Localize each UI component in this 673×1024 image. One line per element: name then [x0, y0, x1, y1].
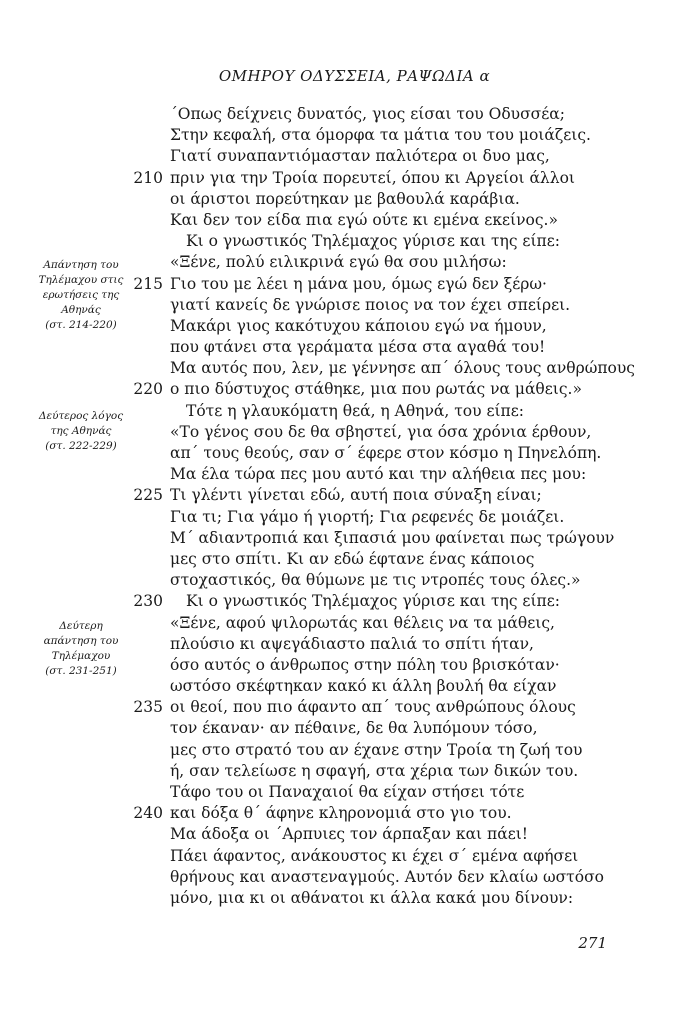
verse-text: ή, σαν τελείωσε η σφαγή, στα χέρια των δικών του. [170, 761, 579, 780]
verse-text: «Ξένε, αφού ψιλορωτάς και θέλεις να τα μάθεις, [170, 613, 555, 632]
verse-text: Γιο του με λέει η μάνα μου, όμως εγώ δεν ξέρω· [170, 274, 547, 293]
margin-note-line: (στ. 214-220) [45, 319, 117, 331]
verse-text: μες στο σπίτι. Κι αν εδώ έφτανε ένας κάποιος [170, 549, 535, 568]
verse-line [0, 824, 673, 845]
verse-text: απ΄ τους θεούς, σαν σ΄ έφερε στον κόσμο η Πηνελόπη. [170, 444, 602, 462]
verse-line [0, 507, 673, 528]
verse-line [0, 125, 673, 146]
verse-line [0, 591, 673, 612]
verse-text: γιατί κανείς δε γνώρισε ποιος να τον έχει σπείρει. [170, 295, 571, 314]
line-number: 220 [133, 380, 163, 399]
margin-note-line: ερωτήσεις της [42, 289, 120, 301]
verse-text: Μακάρι γιος κακότυχου κάποιου εγώ να ήμουν, [170, 316, 547, 335]
verse-line [0, 528, 673, 549]
verse-text: πλούσιο κι αψεγάδιαστο παλιά το σπίτι ήταν, [170, 634, 534, 653]
verse-line [0, 337, 673, 358]
verse-text: Μ΄ αδιαντροπιά και ξιπασιά μου φαίνεται πως τρώγουν [170, 528, 615, 547]
verse-text: που φτάνει στα γεράματα μέσα στα αγαθά του! [170, 338, 546, 357]
verse-text: τον έκαναν· αν πέθαινε, δε θα λυπόμουν τόσο, [170, 719, 538, 738]
verse-line [0, 888, 673, 909]
margin-note-line: (στ. 222-229) [45, 440, 117, 452]
verse-text: όσο αυτός ο άνθρωπος στην πόλη του βρισκόταν· [170, 655, 560, 674]
line-number: 230 [133, 592, 163, 611]
verse-text: Τότε η γλαυκόματη θεά, η Αθηνά, του είπε: [186, 401, 524, 420]
margin-note-line: Απάντηση του [43, 259, 119, 271]
verse-line [0, 358, 673, 379]
line-number: 215 [133, 274, 163, 293]
verse-text: Τι γλέντι γίνεται εδώ, αυτή ποια σύναξη είναι; [170, 486, 542, 505]
verse-text: ΄Οπως δείχνεις δυνατός, γιος είσαι του Οδυσσέα; [170, 105, 565, 123]
line-number: 240 [133, 804, 163, 823]
verse-text: μόνο, μια κι οι αθάνατοι κι άλλα κακά μου δίνουν: [170, 888, 574, 907]
verse-line [0, 549, 673, 570]
page-number: 271 [578, 934, 607, 952]
line-number: 225 [133, 486, 163, 505]
verse-line [0, 210, 673, 231]
verse-text: «Ξένε, πολύ ειλικρινά εγώ θα σου μιλήσω: [170, 253, 507, 272]
margin-note-line: της Αθηνάς [50, 425, 112, 437]
verse-line [0, 718, 673, 739]
verse-text: Για τι; Για γάμο ή γιορτή; Για ρεφενές δε μοιάζει. [170, 507, 565, 526]
verse-line [0, 570, 673, 591]
verse-line [0, 379, 673, 400]
verse-line [0, 168, 673, 189]
verse-text: οι άριστοι πορεύτηκαν με βαθουλά καράβια. [170, 189, 520, 208]
verse-text: οι θεοί, που πιο άφαντο απ΄ τους ανθρώπους όλους [170, 698, 576, 717]
verse-text: Τάφο του οι Παναχαιοί θα είχαν στήσει τότε [170, 783, 525, 801]
verse-text: Γιατί συναπαντιόμασταν παλιότερα οι δυο μας, [170, 147, 550, 166]
verse-text: ωστόσο σκέφτηκαν κακό κι άλλη βουλή θα είχαν [170, 677, 557, 696]
margin-note [26, 258, 136, 333]
verse-line [0, 104, 673, 125]
verse-text: Μα έλα τώρα πες μου αυτό και την αλήθεια πες μου: [170, 465, 587, 484]
margin-note-line: Δεύτερη [59, 620, 103, 632]
verse-text: Στην κεφαλή, στα όμορφα τα μάτια του του μοιάζεις. [170, 126, 591, 145]
verse-line [0, 761, 673, 782]
verse-line [0, 697, 673, 718]
verse-line [0, 676, 673, 697]
verse-text: Κι ο γνωστικός Τηλέμαχος γύρισε και της είπε: [186, 592, 560, 611]
verse-line [0, 740, 673, 761]
verse-line [0, 231, 673, 252]
verse-text: πριν για την Τροία πορευτεί, όπου κι Αργείοι άλλοι [170, 168, 575, 187]
verse-line [0, 464, 673, 485]
line-number: 210 [133, 168, 163, 187]
verse-text: Πάει άφαντος, ανάκουστος κι έχει σ΄ εμένα αφήσει [170, 846, 579, 865]
verse-text: Και δεν τον είδα πια εγώ ούτε κι εμένα εκείνος.» [170, 210, 558, 229]
margin-note-line: Αθηνάς [61, 304, 101, 316]
verse-text: Κι ο γνωστικός Τηλέμαχος γύρισε και της είπε: [186, 232, 560, 251]
verse-text: Μα αυτός που, λεν, με γέννησε απ΄ όλους τους ανθρώπους [170, 359, 635, 378]
margin-note-line: Τηλέμαχου στις [38, 274, 124, 286]
verse-line [0, 782, 673, 803]
verse-line [0, 485, 673, 506]
line-number: 235 [133, 698, 163, 717]
margin-note-line: (στ. 231-251) [45, 665, 117, 677]
verse-text: Μα άδοξα οι ΄Αρπυιες τον άρπαξαν και πάει! [170, 825, 529, 844]
verse-text: ο πιο δύστυχος στάθηκε, μια που ρωτάς να μάθεις.» [170, 380, 582, 399]
verse-text: και δόξα θ΄ άφηνε κληρονομιά στο γιο του. [170, 804, 512, 823]
verse-block [0, 104, 673, 909]
margin-note [26, 409, 136, 454]
margin-note-line: Δεύτερος λόγος [38, 410, 124, 422]
verse-text: στοχαστικός, θα θύμωνε με τις ντροπές τους όλες.» [170, 571, 581, 590]
verse-line [0, 867, 673, 888]
verse-line [0, 189, 673, 210]
verse-text: «Το γένος σου δε θα σβηστεί, για όσα χρόνια έρθουν, [170, 422, 592, 441]
running-header: ΟΜΗΡΟΥ ΟΔΥΣΣΕΙΑ, ΡΑΨΩΔΙΑ α [218, 67, 491, 85]
verse-line [0, 146, 673, 167]
margin-note-line: απάντηση του [43, 635, 119, 647]
margin-note-line: Τηλέμαχου [51, 650, 111, 662]
margin-note [26, 619, 136, 679]
verse-line [0, 803, 673, 824]
verse-line [0, 846, 673, 867]
verse-text: μες στο στρατό του αν έχανε στην Τροία τη ζωή του [170, 740, 583, 759]
verse-text: θρήνους και αναστεναγμούς. Αυτόν δεν κλαίω ωστόσο [170, 867, 604, 886]
